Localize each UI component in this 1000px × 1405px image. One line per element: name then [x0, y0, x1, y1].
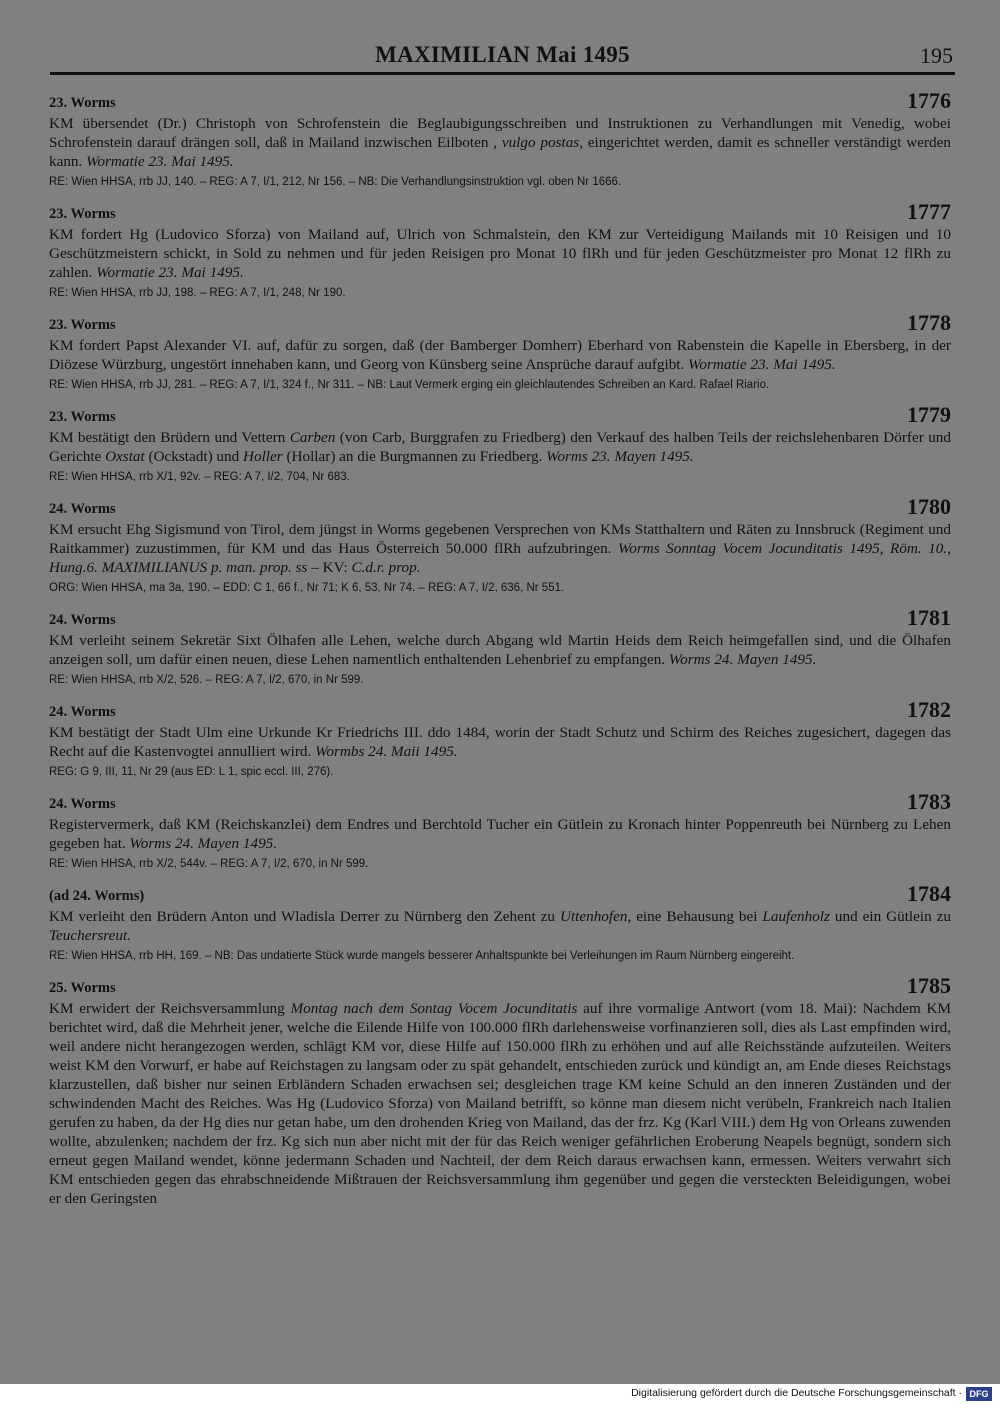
entry-1781 — [49, 607, 951, 687]
running-header — [50, 38, 955, 75]
entry-date: 24. Worms — [49, 612, 116, 628]
entry-date: 24. Worms — [49, 704, 116, 720]
entry-date: 24. Worms — [49, 796, 116, 812]
entry-references: RE: Wien HHSA, rrb JJ, 198. – REG: A 7, I/1, 248, Nr 190. — [49, 287, 346, 299]
entry-references: RE: Wien HHSA, rrb JJ, 140. – REG: A 7, I/1, 212, Nr 156. – NB: Die Verhandlungsinstruktion vgl. oben Nr 1666. — [49, 176, 622, 188]
entry-text: KM bestätigt den Brüdern und Vettern Carben (von Carb, Burggrafen zu Friedberg) den Verkauf des halben Teils der reichslehenbaren Dörfer und Gerichte Oxstat (Ockstadt) und Holler (Hollar) an die Burgmannen zu Friedberg. Worms 23. Mayen 1495. — [49, 429, 951, 465]
entry-number: 1783 — [907, 789, 951, 814]
entry-1776 — [49, 90, 951, 189]
entry-references: RE: Wien HHSA, rrb X/2, 544v. – REG: A 7, I/2, 670, in Nr 599. — [49, 858, 369, 870]
entry-date: 24. Worms — [49, 501, 116, 517]
entry-1777 — [49, 201, 951, 300]
entry-number: 1785 — [907, 973, 951, 998]
entry-text: KM erwidert der Reichsversammlung Montag nach dem Sontag Vocem Jocunditatis auf ihre vormalige Antwort (vom 18. Mai): Nachdem KM berichtet wird, daß die Mehrheit jener, welche die Eilende Hilfe von 100.000 flRh darlehensweise vorfinanzieren soll, dies als Last empfinden wird, weil andere nicht herangezogen werden, schlägt KM vor, diese Hilfe auf 150.000 flRh zu erhöhen und auf alle Reichsstände aufzuteilen. Weiters weist KM den Vorwurf, er habe auf Reichstagen zu langsam oder zu spät gehandelt, entschieden zurück und kündigt an, am Ende dieses Reichstags klarzustellen, daß bisher nur seinen Erbländern Schaden erwachsen sei; desgleichen trage KM keine Schuld an den inneren Zuständen und der schwindenden Macht des Reiches. Was Hg (Ludovico Sforza) von Mailand betrifft, so könne man diesem nicht verübeln, Frankreich nach Italien gerufen zu haben, da der Hg dies nur getan habe, um den drohenden Krieg von Mailand, das der frz. Kg (Karl VIII.) dem Hg von Orleans zuwenden wollte, abzulenken; nachdem der frz. Kg sich nun aber nicht mit der für das Reich weniger gefährlichen Eroberung Neapels begnügt, sondern sich erneut gegen Mailand wendet, könne jedermann Schaden und Nachteil, der dem Reich daraus erwachsen kann, ermessen. Weiters verwahrt sich KM entschieden gegen das ehrabschneidende Mißtrauen der Reichsversammlung ihm gegenüber und gegen die versteckten Beleidigungen, wobei er den Geringsten — [49, 1000, 952, 1207]
entry-1785 — [49, 975, 951, 1208]
entry-number: 1776 — [907, 88, 951, 113]
entry-1779 — [49, 404, 951, 484]
entry-1778 — [49, 312, 951, 392]
entry-text: KM bestätigt der Stadt Ulm eine Urkunde Kr Friedrichs III. ddo 1484, worin der Stadt Schutz und Schirm des Reiches zugesichert, dagegen das Recht auf die Kastenvogtei annulliert wird. Wormbs 24. Maii 1495. — [49, 724, 951, 760]
entry-references: RE: Wien HHSA, rrb HH, 169. – NB: Das undatierte Stück wurde mangels besserer Anhaltspunkte bei Verleihungen im Raum Nürnberg eingereiht. — [49, 950, 795, 962]
entry-text: Registervermerk, daß KM (Reichskanzlei) dem Endres und Berchtold Tucher ein Gütlein zu Kronach hinter Poppenreuth bei Nürnberg zu Lehen gegeben hat. Worms 24. Mayen 1495. — [49, 816, 951, 852]
page-number: 195 — [920, 43, 953, 68]
entry-number: 1782 — [907, 697, 951, 722]
entry-text: KM fordert Hg (Ludovico Sforza) von Mailand auf, Ulrich von Schmalstein, den KM zur Verteidigung Mailands mit 10 Reisigen und 10 Geschützmeistern schickt, in Sold zu nehmen und für jeden Reisigen pro Monat 10 flRh und für jeden Geschützmeister pro Monat 12 flRh zu zahlen. Wormatie 23. Mai 1495. — [49, 226, 951, 281]
entry-references: RE: Wien HHSA, rrb X/2, 526. – REG: A 7, I/2, 670, in Nr 599. — [49, 674, 364, 686]
entry-date: (ad 24. Worms) — [49, 888, 145, 904]
entries-list — [49, 90, 951, 1220]
entry-references: REG: G 9, III, 11, Nr 29 (aus ED: L 1, spic eccl. III, 276). — [49, 766, 334, 778]
entry-number: 1778 — [907, 310, 951, 335]
entry-number: 1779 — [907, 402, 951, 427]
entry-text: KM ersucht Ehg Sigismund von Tirol, dem jüngst in Worms gegebenen Versprechen von KMs Statthaltern und Räten zu Innsbruck (Regiment und Raitkammer) zuzustimmen, für KM und das Haus Österreich 50.000 flRh aufzubringen. Worms Sonntag Vocem Jocunditatis 1495, Röm. 10., Hung.6. MAXIMILIANUS p. man. prop. ss – KV: C.d.r. prop. — [49, 521, 951, 576]
entry-text: KM übersendet (Dr.) Christoph von Schrofenstein die Beglaubigungsschreiben und Instruktionen zu Verhandlungen mit Venedig, wobei Schrofenstein darauf drängen soll, daß in Mailand inzwischen Eilboten , vulgo postas, eingerichtet werden, damit es schneller verständigt werden kann. Wormatie 23. Mai 1495. — [49, 115, 951, 170]
running-title: MAXIMILIAN Mai 1495 — [375, 42, 630, 67]
entry-date: 23. Worms — [49, 95, 116, 111]
entry-text: KM verleiht seinem Sekretär Sixt Ölhafen alle Lehen, welche durch Abgang wld Martin Heids dem Reich heimgefallen sind, und die Ölhafen anzeigen soll, um dafür einen neuen, diese Lehen namentlich enthaltenden Lehenbrief zu empfangen. Worms 24. Mayen 1495. — [49, 632, 951, 668]
entry-date: 23. Worms — [49, 317, 116, 333]
entry-number: 1781 — [907, 605, 951, 630]
entry-references: RE: Wien HHSA, rrb JJ, 281. – REG: A 7, I/1, 324 f., Nr 311. – NB: Laut Vermerk erging ein gleichlautendes Schreiben an Kard. Rafael Riario. — [49, 379, 770, 391]
entry-1783 — [49, 791, 951, 871]
entry-1784 — [49, 883, 951, 963]
entry-date: 23. Worms — [49, 409, 116, 425]
entry-text: KM verleiht den Brüdern Anton und Wladisla Derrer zu Nürnberg den Zehent zu Uttenhofen, eine Behausung bei Laufenholz und ein Gütlein zu Teuchersreut. — [49, 908, 951, 944]
entry-text: KM fordert Papst Alexander VI. auf, dafür zu sorgen, daß (der Bamberger Domherr) Eberhard von Rabenstein die Kapelle in Ebersberg, in der Diözese Würzburg, ungestört innehaben kann, und Georg von Künsberg seine Ansprüche darauf aufgibt. Wormatie 23. Mai 1495. — [49, 337, 951, 373]
entry-1780 — [49, 496, 951, 595]
entry-date: 25. Worms — [49, 980, 116, 996]
dfg-logo: DFG — [966, 1387, 992, 1401]
funding-note: Digitalisierung gefördert durch die Deutsche Forschungsgemeinschaft · — [631, 1387, 962, 1399]
entry-number: 1784 — [907, 881, 951, 906]
entry-number: 1777 — [907, 199, 951, 224]
entry-date: 23. Worms — [49, 206, 116, 222]
entry-references: RE: Wien HHSA, rrb X/1, 92v. – REG: A 7, I/2, 704, Nr 683. — [49, 471, 350, 483]
entry-references: ORG: Wien HHSA, ma 3a, 190. – EDD: C 1, 66 f., Nr 71; K 6, 53, Nr 74. – REG: A 7, I/2, 636, Nr 551. — [49, 582, 565, 594]
footer-bar — [0, 1384, 1000, 1405]
entry-1782 — [49, 699, 951, 779]
entry-number: 1780 — [907, 494, 951, 519]
